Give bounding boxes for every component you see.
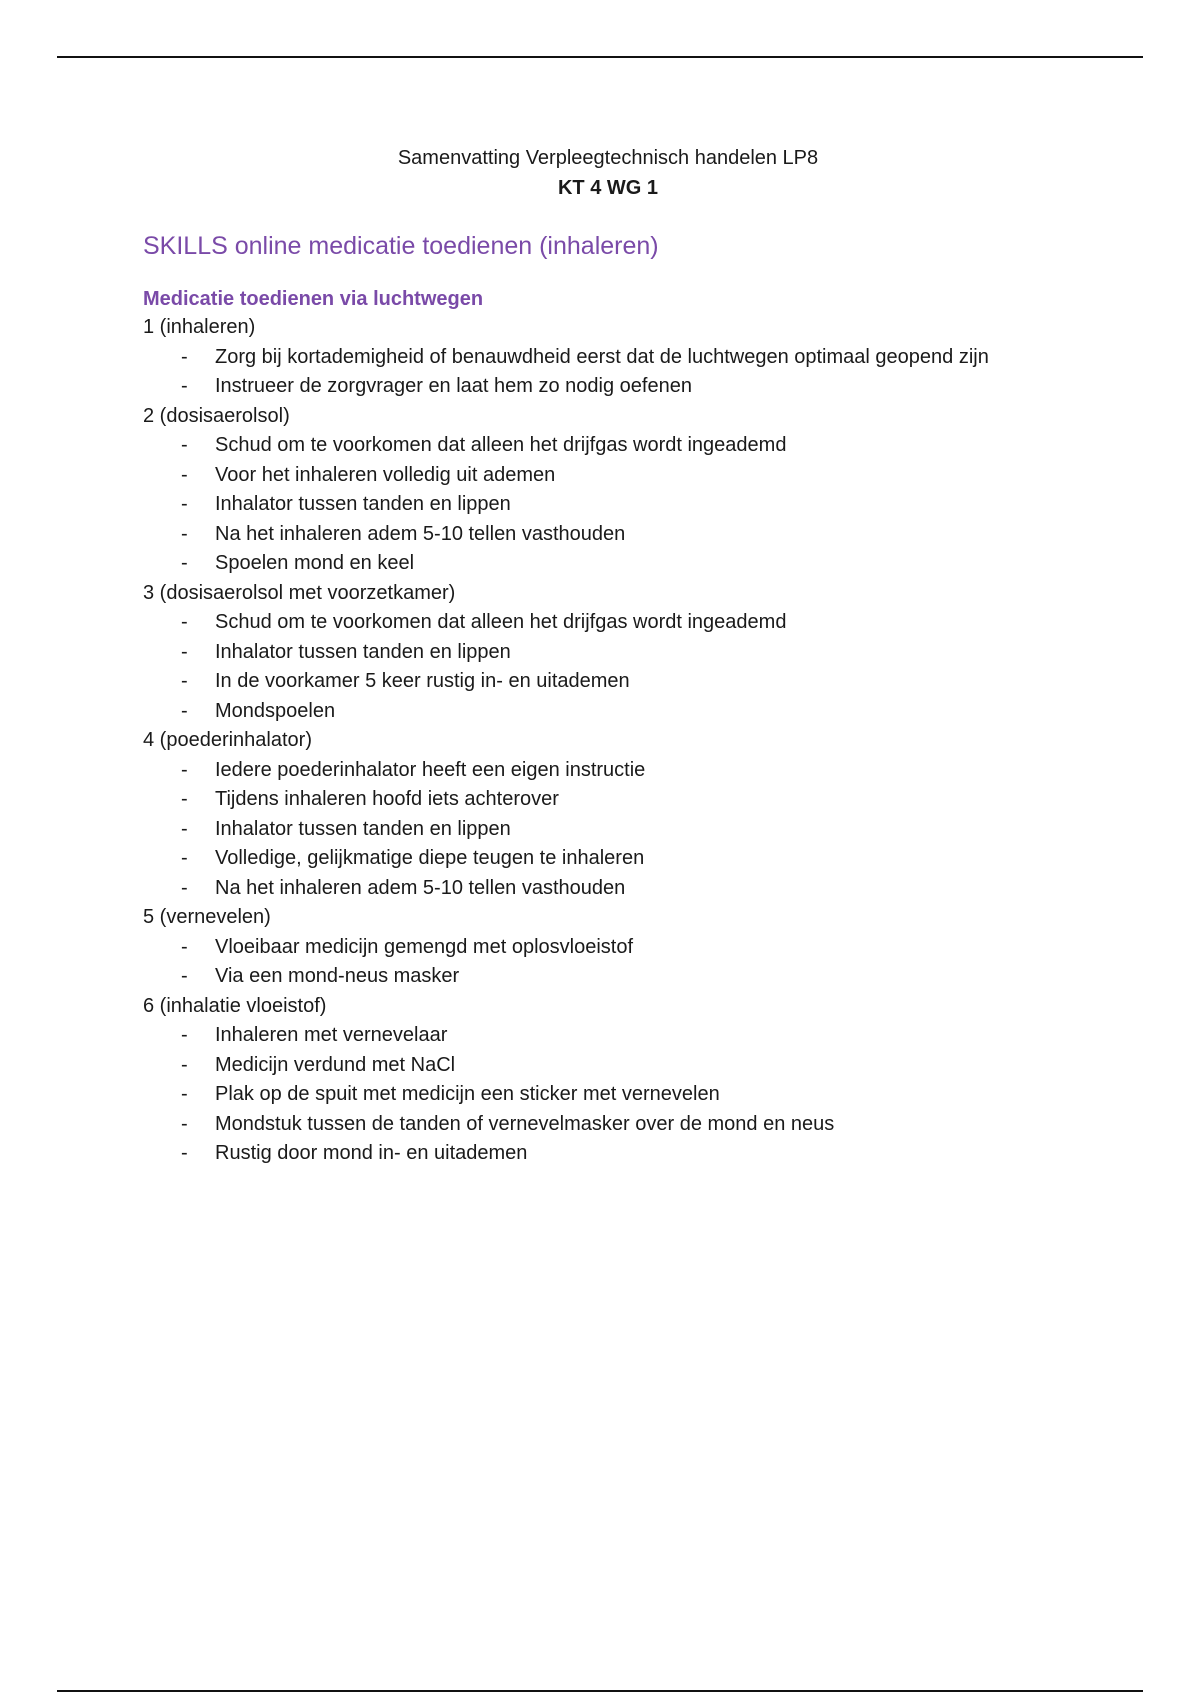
list-item — [143, 608, 1073, 638]
sections-container — [143, 313, 1073, 1169]
list-item — [143, 756, 1073, 786]
list-item — [143, 431, 1073, 461]
list-item — [143, 962, 1073, 992]
list-item-text: Via een mond-neus masker — [215, 965, 460, 987]
list-item-text: Voor het inhaleren volledig uit ademen — [215, 463, 556, 486]
list-item-text: Inhaleren met vernevelaar — [215, 1024, 448, 1046]
list-item-text: Plak op de spuit met medicijn een sticker met vernevelen — [215, 1083, 720, 1105]
bullet-dash: - — [181, 1142, 188, 1164]
list-item — [143, 1021, 1073, 1051]
list-item — [143, 520, 1073, 550]
list-item — [143, 785, 1073, 815]
list-section — [143, 903, 1073, 992]
list-item — [143, 815, 1073, 845]
bullet-dash: - — [181, 640, 188, 663]
bullet-dash: - — [181, 552, 188, 574]
list-item-text: Spoelen mond en keel — [215, 552, 415, 574]
bullet-dash: - — [181, 1053, 188, 1076]
bullet-dash: - — [181, 522, 188, 545]
bullet-dash: - — [181, 788, 188, 810]
section-label: 6 (inhalatie vloeistof) — [143, 994, 327, 1017]
list-section — [143, 726, 1073, 903]
list-item-text: Rustig door mond in- en uitademen — [215, 1142, 528, 1164]
section-label: 3 (dosisaerolsol met voorzetkamer) — [143, 581, 456, 604]
header-rule — [57, 56, 1143, 58]
bullet-dash: - — [181, 758, 188, 781]
bullet-dash: - — [181, 493, 188, 515]
list-item-text: Mondstuk tussen de tanden of vernevelmasker over de mond en neus — [215, 1112, 835, 1135]
bullet-dash: - — [181, 1112, 188, 1135]
bullet-dash: - — [181, 670, 188, 692]
list-item-text: Na het inhaleren adem 5-10 tellen vasthouden — [215, 522, 626, 545]
list-item-text: Volledige, gelijkmatige diepe teugen te inhaleren — [215, 847, 645, 869]
document-body — [143, 143, 1073, 1169]
bullet-dash: - — [181, 611, 188, 633]
list-section — [143, 313, 1073, 402]
bullet-dash: - — [181, 847, 188, 869]
list-item — [143, 933, 1073, 963]
document-subtitle: KT 4 WG 1 — [557, 177, 658, 199]
bullet-dash: - — [181, 345, 188, 368]
list-item-text: Inhalator tussen tanden en lippen — [215, 817, 511, 840]
bullet-dash: - — [181, 463, 188, 486]
list-item-text: Medicijn verdund met NaCl — [215, 1053, 456, 1076]
list-item-text: Instrueer de zorgvrager en laat hem zo nodig oefenen — [215, 375, 692, 397]
list-item-text: Iedere poederinhalator heeft een eigen instructie — [215, 758, 646, 781]
list-section — [143, 992, 1073, 1169]
bullet-list — [143, 1021, 1073, 1169]
list-item — [143, 490, 1073, 520]
list-item — [143, 1139, 1073, 1169]
list-item — [143, 343, 1073, 373]
section-label: 4 (poederinhalator) — [143, 729, 312, 751]
list-item-text: Vloeibaar medicijn gemengd met oplosvloeistof — [215, 935, 634, 958]
list-item-text: Mondspoelen — [215, 699, 336, 722]
bullet-list — [143, 608, 1073, 726]
list-item — [143, 1080, 1073, 1110]
bullet-list — [143, 756, 1073, 904]
list-item — [143, 461, 1073, 491]
document-title: Samenvatting Verpleegtechnisch handelen LP8 — [397, 147, 819, 169]
list-item-text: Schud om te voorkomen dat alleen het drijfgas wordt ingeademd — [215, 434, 787, 456]
bullet-dash: - — [181, 876, 188, 899]
bullet-dash: - — [181, 935, 188, 958]
list-item-text: Inhalator tussen tanden en lippen — [215, 493, 511, 515]
list-item — [143, 874, 1073, 904]
list-item — [143, 1110, 1073, 1140]
section-label: 2 (dosisaerolsol) — [143, 404, 290, 427]
list-item-text: Zorg bij kortademigheid of benauwdheid eerst dat de luchtwegen optimaal geopend zijn — [215, 345, 989, 368]
footer-rule — [57, 1690, 1143, 1692]
bullet-list — [143, 933, 1073, 992]
list-item-text: Na het inhaleren adem 5-10 tellen vasthouden — [215, 876, 626, 899]
subsection-heading: Medicatie toedienen via luchtwegen — [143, 288, 484, 310]
list-item — [143, 549, 1073, 579]
list-item — [143, 1051, 1073, 1081]
bullet-dash: - — [181, 1024, 188, 1046]
list-item-text: Schud om te voorkomen dat alleen het drijfgas wordt ingeademd — [215, 611, 787, 633]
bullet-list — [143, 343, 1073, 402]
bullet-list — [143, 431, 1073, 579]
section-label: 1 (inhaleren) — [143, 316, 256, 338]
bullet-dash: - — [181, 699, 188, 722]
bullet-dash: - — [181, 817, 188, 840]
list-item-text: In de voorkamer 5 keer rustig in- en uitademen — [215, 670, 630, 692]
list-item — [143, 638, 1073, 668]
list-section — [143, 402, 1073, 579]
list-item-text: Inhalator tussen tanden en lippen — [215, 640, 511, 663]
list-item — [143, 667, 1073, 697]
bullet-dash: - — [181, 965, 188, 987]
section-label: 5 (vernevelen) — [143, 906, 271, 928]
list-item — [143, 372, 1073, 402]
list-section — [143, 579, 1073, 727]
list-item-text: Tijdens inhaleren hoofd iets achterover — [215, 788, 559, 810]
bullet-dash: - — [181, 375, 188, 397]
bullet-dash: - — [181, 1083, 188, 1105]
list-item — [143, 844, 1073, 874]
bullet-dash: - — [181, 434, 188, 456]
list-item — [143, 697, 1073, 727]
section-heading: SKILLS online medicatie toedienen (inhaleren) — [143, 232, 659, 260]
